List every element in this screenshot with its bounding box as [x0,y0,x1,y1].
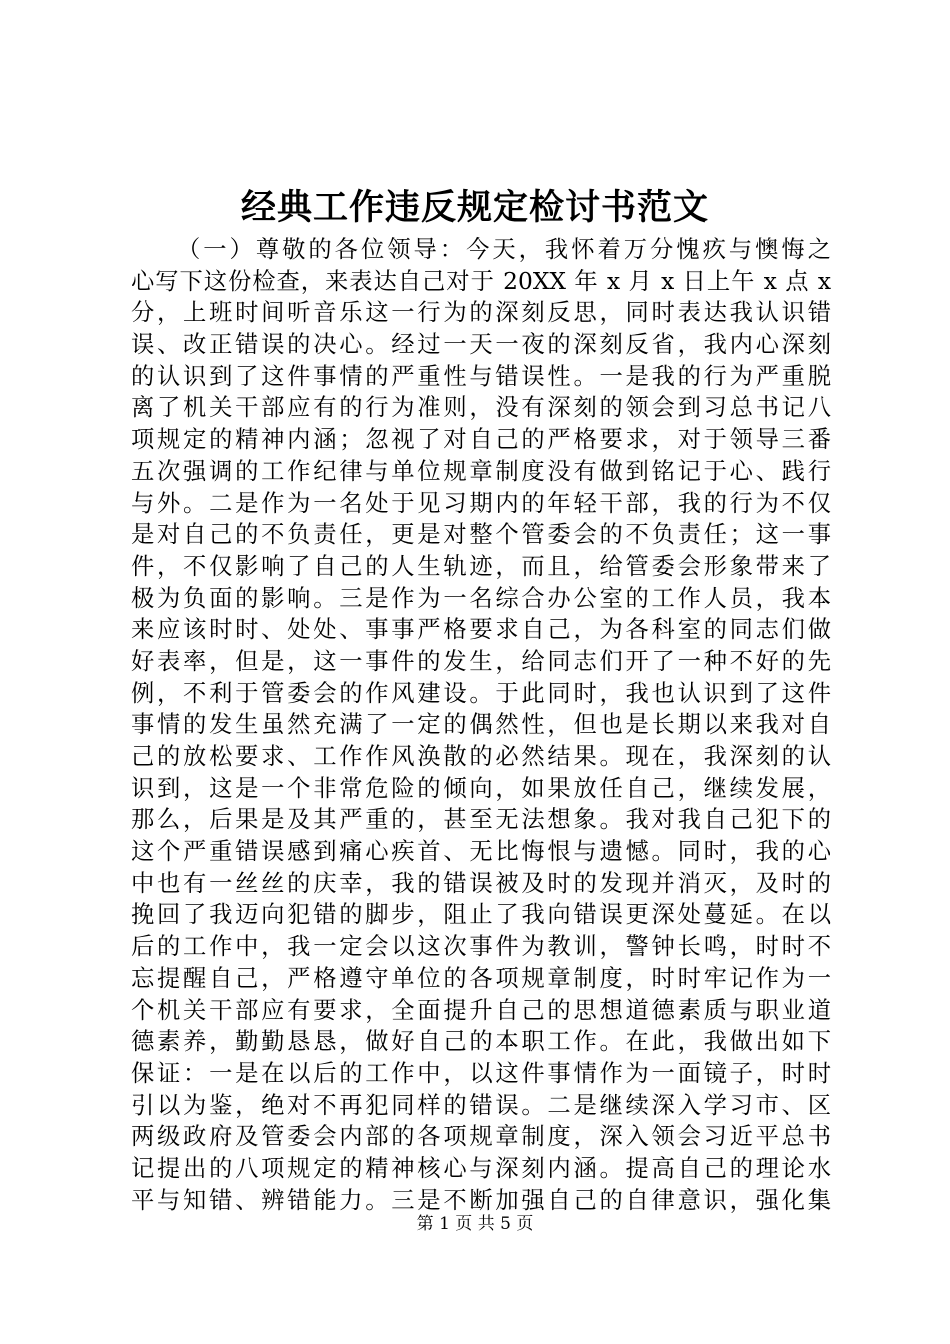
body-line: 这个严重错误感到痛心疾首、无比悔恨与遗憾。同时，我的心 [131,838,831,866]
body-line: 好表率，但是，这一事件的发生，给同志们开了一种不好的先 [131,647,831,675]
body-line: 例，不利于管委会的作风建设。于此同时，我也认识到了这件 [131,679,831,707]
body-line: 分，上班时间听音乐这一行为的深刻反思，同时表达我认识错 [131,299,831,327]
body-line: 平与知错、辨错能力。三是不断加强自己的自律意识，强化集 [131,1186,831,1214]
body-line: 记提出的八项规定的精神核心与深刻内涵。提高自己的理论水 [131,1154,831,1182]
body-line: 德素养，勤勤恳恳，做好自己的本职工作。在此，我做出如下 [131,1028,831,1056]
body-line: 项规定的精神内涵；忽视了对自己的严格要求，对于领导三番 [131,426,831,454]
body-line: 件，不仅影响了自己的人生轨迹，而且，给管委会形象带来了 [131,552,831,580]
page-number-footer: 第 1 页 共 5 页 [416,1214,534,1234]
body-line: 事情的发生虽然充满了一定的偶然性，但也是长期以来我对自 [131,711,831,739]
body-line: 识到，这是一个非常危险的倾向，如果放任自己，继续发展， [131,774,831,802]
body-line: 那么，后果是及其严重的，甚至无法想象。我对我自己犯下的 [131,806,831,834]
body-line: 来应该时时、处处、事事严格要求自己，为各科室的同志们做 [131,616,831,644]
body-line: 己的放松要求、工作作风涣散的必然结果。现在，我深刻的认 [131,743,831,770]
document-body [131,234,831,1216]
body-line: 个机关干部应有要求，全面提升自己的思想道德素质与职业道 [131,996,831,1024]
body-line: 离了机关干部应有的行为准则，没有深刻的领会到习总书记八 [131,394,831,422]
body-line: 的认识到了这件事情的严重性与错误性。一是我的行为严重脱 [131,362,831,390]
body-line: 误、改正错误的决心。经过一天一夜的深刻反省，我内心深刻 [131,331,831,359]
body-line: 中也有一丝丝的庆幸，我的错误被及时的发现并消灭，及时的 [131,869,831,897]
body-line: 极为负面的影响。三是作为一名综合办公室的工作人员，我本 [131,584,831,612]
body-line: 心写下这份检查，来表达自己对于 20XX 年 x 月 x 日上午 x 点 x [131,267,831,295]
body-line: 后的工作中，我一定会以这次事件为教训，警钟长鸣，时时不 [131,933,831,961]
document-title: 经典工作违反规定检讨书范文 [240,187,709,228]
body-line: 忘提醒自己，严格遵守单位的各项规章制度，时时牢记作为一 [131,964,831,992]
body-line: 保证：一是在以后的工作中，以这件事情作为一面镜子，时时 [131,1059,831,1087]
body-line: 与外。二是作为一名处于见习期内的年轻干部，我的行为不仅 [131,489,831,517]
body-line: 两级政府及管委会内部的各项规章制度，深入领会习近平总书 [131,1123,831,1151]
body-line: 五次强调的工作纪律与单位规章制度没有做到铭记于心、践行 [131,457,831,485]
body-line: 挽回了我迈向犯错的脚步，阻止了我向错误更深处蔓延。在以 [131,901,831,929]
body-line: 引以为鉴，绝对不再犯同样的错误。二是继续深入学习市、区 [131,1091,831,1119]
body-line: （一）尊敬的各位领导：今天，我怀着万分愧疚与懊悔之 [177,236,831,263]
body-line: 是对自己的不负责任，更是对整个管委会的不负责任；这一事 [131,521,831,549]
